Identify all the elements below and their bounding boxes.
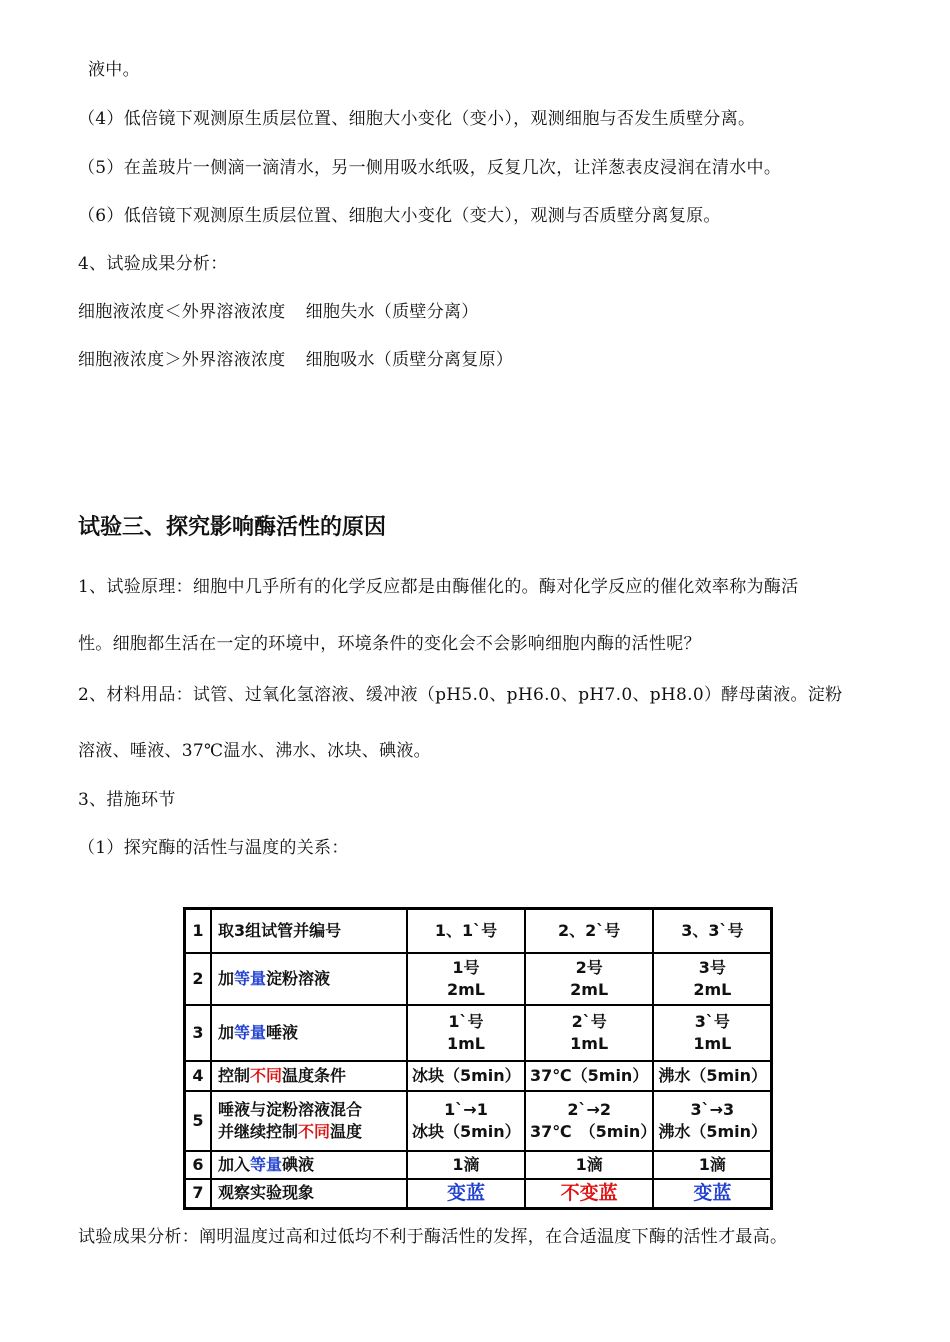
table-cell: 2、2`号 [525,909,653,953]
table-cell: 3`→3 沸水（5min） [653,1091,772,1151]
text-line: （1）探究酶的活性与温度的关系： [78,838,349,858]
row-number: 7 [185,1179,212,1209]
result-cell: 不变蓝 [525,1179,653,1209]
row-number: 3 [185,1005,212,1061]
table-row [185,1179,772,1209]
table-cell: 1滴 [407,1151,525,1179]
row-number: 1 [185,909,212,953]
table-cell: 3号 2mL [653,953,772,1005]
text-line: （4）低倍镜下观测原生质层位置、细胞大小变化（变小），观测细胞与否发生质壁分离。 [78,109,756,129]
condition-text: 细胞液浓度＜外界溶液浓度 [78,302,286,322]
conclusion-text: 试验成果分析：阐明温度过高和过低均不利于酶活性的发挥，在合适温度下酶的活性才最高。 [78,1227,788,1247]
table-cell: 1、1`号 [407,909,525,953]
text-line: 性。细胞都生活在一定的环境中，环境条件的变化会不会影响细胞内酶的活性呢？ [78,634,701,654]
table-cell: 1`号 1mL [407,1005,525,1061]
step-cell: 取3组试管并编号 [211,909,407,953]
text-line [78,345,513,370]
step-cell: 加等量唾液 [211,1005,407,1061]
table-cell: 2`→2 37℃ （5min） [525,1091,653,1151]
table-cell: 1滴 [653,1151,772,1179]
result-text: 细胞失水（质壁分离） [305,302,479,322]
table-row [185,953,772,1005]
result-text: 细胞吸水（质壁分离复原） [305,350,514,370]
condition-text: 细胞液浓度＞外界溶液浓度 [78,350,286,370]
table-cell: 3、3`号 [653,909,772,953]
step-cell: 唾液与淀粉溶液混合 并继续控制不同温度 [211,1091,407,1151]
step-cell: 控制不同温度条件 [211,1061,407,1091]
table-row [185,1005,772,1061]
section-label: 4、试验成果分析： [78,254,228,274]
row-number: 4 [185,1061,212,1091]
text-line: （5）在盖玻片一侧滴一滴清水，另一侧用吸水纸吸，反复几次，让洋葱表皮浸润在清水中。 [78,158,782,178]
result-cell: 变蓝 [653,1179,772,1209]
table-cell: 冰块（5min） [407,1061,525,1091]
table-row [185,1061,772,1091]
text-line: （6）低倍镜下观测原生质层位置、细胞大小变化（变大），观测与否质壁分离复原。 [78,206,721,226]
table-cell: 沸水（5min） [653,1061,772,1091]
table-cell: 1号 2mL [407,953,525,1005]
table-cell: 2号 2mL [525,953,653,1005]
text-line [78,297,479,322]
step-cell: 观察实验现象 [211,1179,407,1209]
text-line: 液中。 [88,60,140,80]
table-row [185,909,772,953]
row-number: 6 [185,1151,212,1179]
table-cell: 1`→1 冰块（5min） [407,1091,525,1151]
text-line: 1、试验原理：细胞中几乎所有的化学反应都是由酶催化的。酶对化学反应的催化效率称为酶活 [78,577,799,597]
table-row [185,1151,772,1179]
row-number: 5 [185,1091,212,1151]
step-cell: 加等量淀粉溶液 [211,953,407,1005]
step-cell: 加入等量碘液 [211,1151,407,1179]
text-line: 2、材料用品：试管、过氧化氢溶液、缓冲液（pH5.0、pH6.0、pH7.0、pH8.0）酵母菌液。淀粉 [78,685,843,705]
experiment-table [183,907,773,1210]
text-line: 溶液、唾液、37℃温水、沸水、冰块、碘液。 [78,741,431,761]
text-line: 3、措施环节 [78,790,176,810]
row-number: 2 [185,953,212,1005]
result-cell: 变蓝 [407,1179,525,1209]
section-heading: 试验三、探究影响酶活性的原因 [78,515,387,540]
table-cell: 3`号 1mL [653,1005,772,1061]
table-cell: 2`号 1mL [525,1005,653,1061]
table-cell: 1滴 [525,1151,653,1179]
table-row [185,1091,772,1151]
table-cell: 37℃（5min） [525,1061,653,1091]
